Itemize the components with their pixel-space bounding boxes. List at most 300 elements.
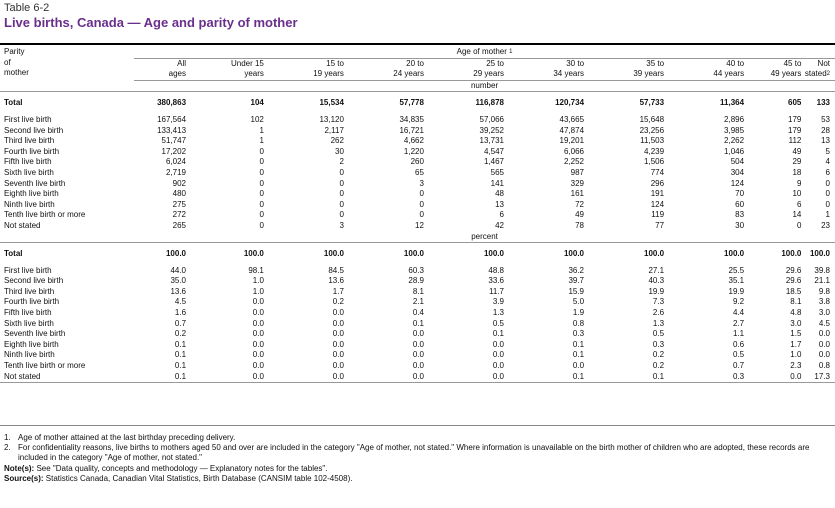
cell: 0.2 <box>652 350 665 360</box>
cell: 4,239 <box>644 146 665 156</box>
stub-header: Parity of mother <box>4 47 29 78</box>
cell: 9 <box>796 178 802 188</box>
cell: 0.0 <box>572 361 585 371</box>
cell: 40.3 <box>648 276 665 286</box>
cell: 100.0 <box>323 249 344 259</box>
table-row <box>0 287 835 298</box>
cell: 65 <box>415 167 424 177</box>
cell: 4 <box>825 157 830 167</box>
column-header: Under 15 years <box>186 58 264 80</box>
cell: 2,262 <box>724 136 745 146</box>
cell: 18 <box>792 167 802 177</box>
data-table <box>0 47 835 383</box>
cell: 0.1 <box>572 350 585 360</box>
cell: 57,066 <box>479 114 504 124</box>
cell: 44.0 <box>170 265 187 275</box>
cell: 1.3 <box>652 318 665 328</box>
cell: 57,778 <box>399 98 424 108</box>
table-row <box>0 136 835 147</box>
row-label: First live birth <box>4 114 52 124</box>
footnote-1: 1. Age of mother attained at the last birthday preceding delivery. <box>4 433 236 442</box>
table-row <box>0 221 835 232</box>
row-label: Fifth live birth <box>4 308 52 318</box>
cell: 19,201 <box>559 136 585 146</box>
row-label: Second live birth <box>4 276 64 286</box>
age-of-mother-header: Age of mother $^1$ <box>134 47 835 58</box>
cell: 0.0 <box>424 372 504 383</box>
cell: 0.0 <box>332 339 344 349</box>
cell: 0 <box>419 199 424 209</box>
cell: 2.7 <box>732 318 745 328</box>
cell: 0.0 <box>412 329 424 339</box>
cell: 0.0 <box>492 350 504 360</box>
cell: 3.0 <box>818 308 830 318</box>
cell: 0.0 <box>252 339 264 349</box>
table-row <box>0 308 835 319</box>
cell: 13,120 <box>319 114 344 124</box>
table-row <box>0 200 835 211</box>
cell: 605 <box>788 98 802 108</box>
cell: 1 <box>825 210 830 220</box>
cell: 0.0 <box>818 350 830 360</box>
cell: 1,220 <box>403 146 424 156</box>
cell: 35.0 <box>170 276 187 286</box>
cell: 11.7 <box>489 286 504 296</box>
cell: 15,534 <box>319 98 344 108</box>
cell: 0.0 <box>252 329 264 339</box>
cell: 100.0 <box>403 249 424 259</box>
cell: 1.7 <box>332 286 344 296</box>
cell: 49 <box>792 146 802 156</box>
cell: 1.6 <box>174 308 187 318</box>
cell: 161 <box>570 189 585 199</box>
note: Note(s): See "Data quality, concepts and methodology — Explanatory notes for the tables". <box>4 463 328 473</box>
row-label: Fourth live birth <box>4 146 60 156</box>
cell: 1.0 <box>252 276 264 286</box>
cell: 11,364 <box>720 98 745 108</box>
cell: 0 <box>259 210 264 220</box>
cell: 35.1 <box>728 276 745 286</box>
cell: 4.5 <box>174 297 187 307</box>
table-row <box>0 157 835 168</box>
cell: 77 <box>655 220 665 230</box>
cell: 100.0 <box>724 249 745 259</box>
table-row <box>0 329 835 340</box>
cell: 0.1 <box>584 372 664 383</box>
cell: 53 <box>821 114 830 124</box>
cell: 774 <box>650 167 665 177</box>
cell: 100.0 <box>483 249 504 259</box>
cell: 2.1 <box>412 297 424 307</box>
cell: 902 <box>172 178 187 188</box>
cell: 0.0 <box>332 329 344 339</box>
row-label: Sixth live birth <box>4 318 54 328</box>
cell: 0 <box>259 167 264 177</box>
row-label: Not stated <box>4 220 41 230</box>
cell: 0.2 <box>652 361 665 371</box>
cell: 0.1 <box>174 361 187 371</box>
cell: 133,413 <box>157 125 187 135</box>
table-row <box>0 189 835 200</box>
cell: 0 <box>259 157 264 167</box>
cell: 13.6 <box>170 286 187 296</box>
cell: 23 <box>821 220 830 230</box>
cell: 0.1 <box>504 372 584 383</box>
row-label: Third live birth <box>4 286 55 296</box>
unit-row-number <box>0 80 835 92</box>
cell: 1.1 <box>732 329 745 339</box>
cell: 28 <box>821 125 830 135</box>
cell: 296 <box>650 178 665 188</box>
cell: 2,896 <box>724 114 745 124</box>
cell: 8.1 <box>790 297 802 307</box>
cell: 0.0 <box>412 339 424 349</box>
cell: 48.8 <box>488 265 504 275</box>
cell: 29.6 <box>785 265 802 275</box>
cell: 0.7 <box>732 361 745 371</box>
row-label: Sixth live birth <box>4 167 54 177</box>
table-row <box>0 266 835 277</box>
column-header: 20 to 24 years <box>344 58 424 80</box>
cell: 78 <box>575 220 585 230</box>
cell: 100.0 <box>243 249 264 259</box>
row-label: Ninth live birth <box>4 199 55 209</box>
cell: 30 <box>335 146 344 156</box>
cell: 2,719 <box>165 167 187 177</box>
cell: 0.1 <box>134 372 186 383</box>
cell: 1,506 <box>644 157 665 167</box>
cell: 0.0 <box>332 350 344 360</box>
cell: 13 <box>821 136 830 146</box>
table-row <box>0 372 835 383</box>
row-label: Third live birth <box>4 136 55 146</box>
cell: 119 <box>651 210 665 220</box>
row-label: Ninth live birth <box>4 350 55 360</box>
cell: 0.0 <box>186 372 264 383</box>
row-label: Tenth live birth or more <box>4 361 86 371</box>
cell: 0.5 <box>652 329 665 339</box>
cell: 0 <box>259 189 264 199</box>
cell: 0.0 <box>252 308 264 318</box>
cell: 100.0 <box>781 249 802 259</box>
cell: 167,564 <box>157 114 187 124</box>
cell: 0.0 <box>252 318 264 328</box>
cell: 15.9 <box>568 286 585 296</box>
unit-label: number <box>134 80 835 92</box>
column-header: Not stated$^2$ <box>801 58 835 80</box>
cell: 0.0 <box>818 339 830 349</box>
column-header: 35 to 39 years <box>584 58 664 80</box>
cell: 0 <box>339 189 344 199</box>
cell: 262 <box>330 136 344 146</box>
cell: 3,985 <box>724 125 745 135</box>
cell: 116,878 <box>475 98 504 108</box>
table-title: Live births, Canada — Age and parity of mother <box>4 15 298 30</box>
cell: 10 <box>792 189 802 199</box>
cell: 260 <box>410 157 424 167</box>
cell: 34,835 <box>399 114 424 124</box>
total-row <box>0 98 835 109</box>
cell: 0.8 <box>818 361 830 371</box>
unit-label: percent <box>134 232 835 243</box>
table-row <box>0 340 835 351</box>
cell: 0.6 <box>732 339 745 349</box>
cell: 0.5 <box>732 350 745 360</box>
column-header: 45 to 49 years <box>744 58 801 80</box>
cell: 124 <box>730 178 745 188</box>
cell: 0.0 <box>412 350 424 360</box>
cell: 28.9 <box>408 276 424 286</box>
cell: 0.0 <box>744 372 801 383</box>
cell: 48 <box>495 189 504 199</box>
cell: 0.0 <box>332 361 344 371</box>
cell: 49 <box>575 210 585 220</box>
table-row <box>0 179 835 190</box>
cell: 272 <box>172 210 187 220</box>
column-header: 15 to 19 years <box>264 58 344 80</box>
cell: 0 <box>259 199 264 209</box>
cell: 480 <box>172 189 187 199</box>
cell: 120,734 <box>555 98 585 108</box>
total-row <box>0 249 835 260</box>
cell: 0 <box>419 210 424 220</box>
cell: 0.0 <box>818 329 830 339</box>
cell: 0 <box>339 199 344 209</box>
cell: 0.0 <box>492 339 504 349</box>
cell: 9.8 <box>818 286 830 296</box>
cell: 0.0 <box>412 361 424 371</box>
cell: 0 <box>339 210 344 220</box>
cell: 329 <box>570 178 585 188</box>
cell: 29 <box>792 157 802 167</box>
cell: 0.1 <box>174 339 187 349</box>
cell: 13,731 <box>479 136 504 146</box>
cell: 11,503 <box>640 136 665 146</box>
cell: 2.6 <box>652 308 665 318</box>
cell: 141 <box>490 178 504 188</box>
cell: 5.0 <box>572 297 585 307</box>
cell: 1 <box>259 136 264 146</box>
cell: 1.5 <box>790 329 802 339</box>
cell: 1.0 <box>790 350 802 360</box>
cell: 1.0 <box>252 286 264 296</box>
cell: 3.0 <box>790 318 802 328</box>
cell: 39.8 <box>814 265 830 275</box>
cell: 0.0 <box>332 308 344 318</box>
row-label: Second live birth <box>4 125 64 135</box>
cell: 2,117 <box>324 125 344 135</box>
cell: 25.5 <box>728 265 745 275</box>
cell: 39.7 <box>568 276 585 286</box>
row-label: Fifth live birth <box>4 157 52 167</box>
cell: 565 <box>490 167 504 177</box>
cell: 0.2 <box>174 329 187 339</box>
cell: 36.2 <box>568 265 585 275</box>
cell: 4.5 <box>818 318 830 328</box>
cell: 1.3 <box>492 308 504 318</box>
cell: 0.0 <box>252 361 264 371</box>
cell: 3 <box>339 220 344 230</box>
cell: 100.0 <box>644 249 665 259</box>
cell: 57,733 <box>639 98 665 108</box>
cell: 84.5 <box>328 265 344 275</box>
cell: 17.3 <box>801 372 835 383</box>
table-row <box>0 210 835 221</box>
cell: 0.3 <box>652 339 665 349</box>
unit-row-percent <box>0 232 835 243</box>
cell: 6,024 <box>165 157 187 167</box>
cell: 4,662 <box>403 136 424 146</box>
cell: 18.5 <box>785 286 802 296</box>
cell: 27.1 <box>648 265 665 275</box>
cell: 13.6 <box>328 276 344 286</box>
cell: 4.4 <box>732 308 745 318</box>
cell: 0.4 <box>412 308 424 318</box>
cell: 100.0 <box>165 249 187 259</box>
cell: 265 <box>172 220 187 230</box>
cell: 47,874 <box>559 125 585 135</box>
cell: 0.0 <box>252 297 264 307</box>
cell: 0.0 <box>344 372 424 383</box>
row-label: First live birth <box>4 265 52 275</box>
cell: 0.0 <box>332 318 344 328</box>
footer-rule <box>0 425 835 426</box>
cell: 8.1 <box>412 286 424 296</box>
cell: 0.2 <box>332 297 344 307</box>
cell: 104 <box>250 98 264 108</box>
row-label: Tenth live birth or more <box>4 210 86 220</box>
cell: 1.9 <box>572 308 585 318</box>
cell: 6 <box>825 167 830 177</box>
cell: 17,202 <box>161 146 187 156</box>
cell: 0.1 <box>572 339 585 349</box>
cell: 0.0 <box>252 350 264 360</box>
cell: 4,547 <box>483 146 504 156</box>
cell: 0 <box>419 189 424 199</box>
footnotes <box>4 433 832 484</box>
row-label: Not stated <box>0 372 134 383</box>
cell: 21.1 <box>814 276 830 286</box>
cell: 72 <box>575 199 585 209</box>
row-label: Total <box>4 249 23 259</box>
row-label: Fourth live birth <box>4 297 60 307</box>
cell: 0 <box>259 178 264 188</box>
table-row <box>0 168 835 179</box>
cell: 0.3 <box>664 372 744 383</box>
cell: 6 <box>499 210 504 220</box>
cell: 275 <box>172 199 187 209</box>
column-header: All ages <box>134 58 186 80</box>
cell: 0 <box>259 220 264 230</box>
cell: 6,066 <box>563 146 585 156</box>
source: Source(s): Statistics Canada, Canadian Vital Statistics, Birth Database (CANSIM table 102-4508). <box>4 473 353 483</box>
cell: 1,046 <box>724 146 745 156</box>
cell: 380,863 <box>157 98 187 108</box>
table-row <box>0 361 835 372</box>
cell: 0.1 <box>412 318 424 328</box>
cell: 51,747 <box>161 136 187 146</box>
cell: 100.0 <box>563 249 585 259</box>
cell: 19.9 <box>728 286 745 296</box>
table-row <box>0 319 835 330</box>
table-row <box>0 126 835 137</box>
cell: 0.8 <box>572 318 585 328</box>
cell: 43,665 <box>559 114 585 124</box>
cell: 2,252 <box>563 157 585 167</box>
row-label: Total <box>4 98 23 108</box>
cell: 6 <box>796 199 802 209</box>
cell: 39,252 <box>479 125 504 135</box>
cell: 0.1 <box>492 329 504 339</box>
cell: 504 <box>730 157 745 167</box>
cell: 3.9 <box>492 297 504 307</box>
cell: 112 <box>788 136 802 146</box>
cell: 133 <box>816 98 830 108</box>
cell: 70 <box>735 189 745 199</box>
cell: 124 <box>650 199 665 209</box>
cell: 42 <box>495 220 504 230</box>
cell: 60 <box>735 199 745 209</box>
cell: 7.3 <box>652 297 665 307</box>
cell: 2 <box>339 157 344 167</box>
cell: 5 <box>825 146 830 156</box>
row-label: Seventh live birth <box>4 178 66 188</box>
cell: 19.9 <box>648 286 665 296</box>
cell: 0.5 <box>492 318 504 328</box>
table-row <box>0 147 835 158</box>
cell: 0 <box>796 220 802 230</box>
table-row <box>0 115 835 126</box>
cell: 1,467 <box>483 157 504 167</box>
cell: 13 <box>495 199 504 209</box>
cell: 0 <box>825 178 830 188</box>
cell: 83 <box>735 210 745 220</box>
cell: 60.3 <box>408 265 424 275</box>
cell: 0 <box>825 189 830 199</box>
cell: 2.3 <box>790 361 802 371</box>
cell: 14 <box>792 210 802 220</box>
table-number: Table 6-2 <box>4 2 50 14</box>
table-row <box>0 276 835 287</box>
top-rule <box>0 43 835 45</box>
cell: 0.7 <box>174 318 187 328</box>
column-header: 25 to 29 years <box>424 58 504 80</box>
cell: 0 <box>339 167 344 177</box>
footnote-2: 2. For confidentiality reasons, live births to mothers aged 50 and over are included in the category "Age of mother, not stated." Where information is unavailable on the birth mother of children who are adopted, these records are included in the category "Age of mother, not stated." <box>4 443 810 463</box>
row-label: Eighth live birth <box>4 189 59 199</box>
cell: 179 <box>788 125 802 135</box>
cell: 4.8 <box>790 308 802 318</box>
cell: 102 <box>250 114 264 124</box>
column-header: 30 to 34 years <box>504 58 584 80</box>
cell: 3.8 <box>818 297 830 307</box>
column-header: 40 to 44 years <box>664 58 744 80</box>
cell: 0.0 <box>492 361 504 371</box>
cell: 16,721 <box>399 125 424 135</box>
row-label: Eighth live birth <box>4 339 59 349</box>
cell: 3 <box>419 178 424 188</box>
cell: 0.3 <box>572 329 585 339</box>
cell: 0 <box>259 146 264 156</box>
table-row <box>0 350 835 361</box>
cell: 1.7 <box>790 339 802 349</box>
cell: 100.0 <box>809 249 830 259</box>
cell: 0.1 <box>174 350 187 360</box>
cell: 98.1 <box>248 265 264 275</box>
cell: 30 <box>735 220 745 230</box>
cell: 179 <box>788 114 802 124</box>
cell: 987 <box>570 167 585 177</box>
